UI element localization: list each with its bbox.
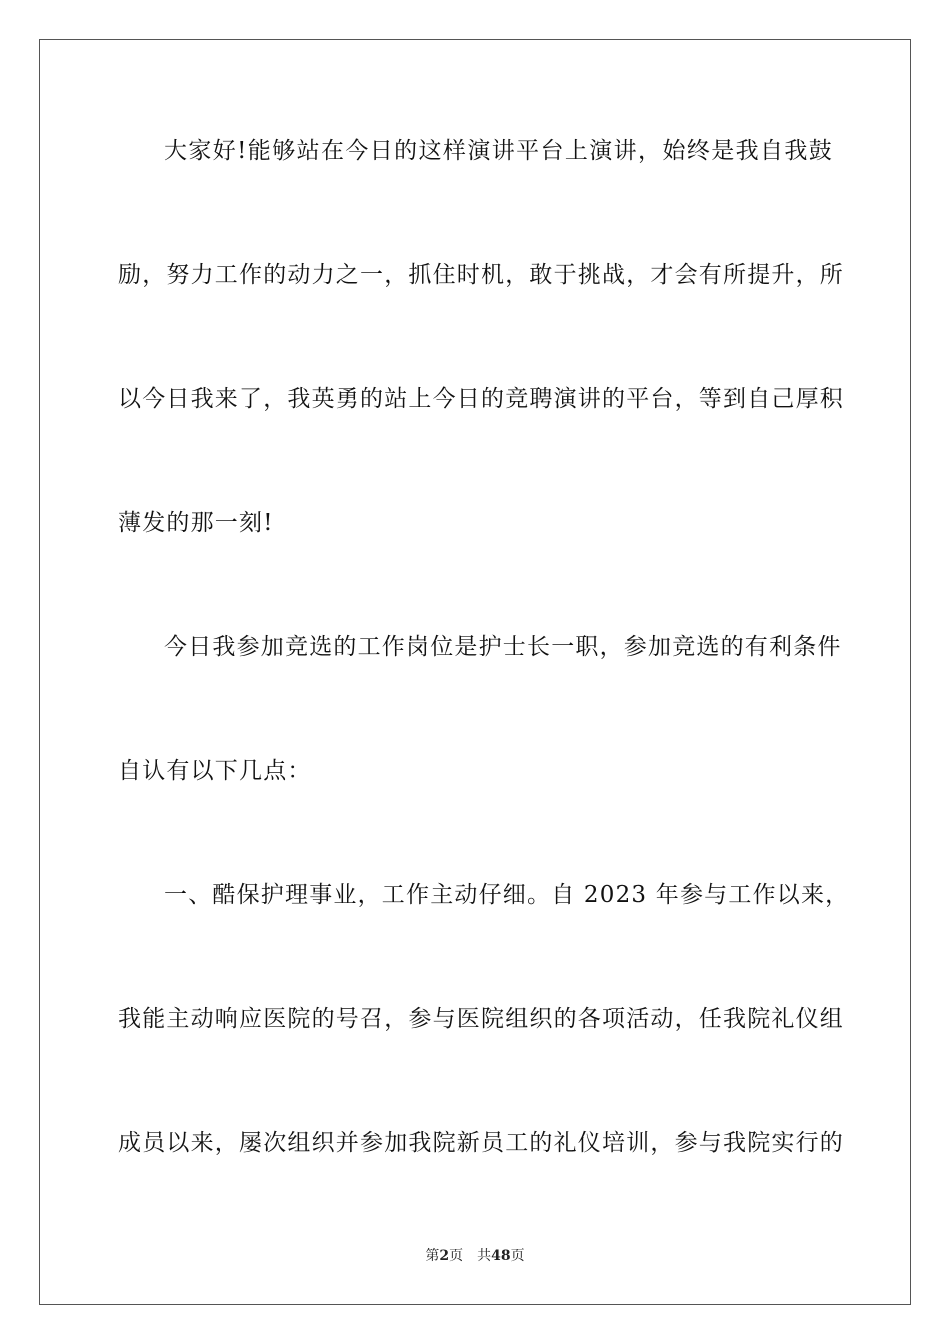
body-line-3: 以今日我来了，我英勇的站上今日的竞聘演讲的平台，等到自己厚积 bbox=[118, 386, 844, 412]
footer-total-suffix: 页 bbox=[510, 1248, 525, 1264]
page-border bbox=[39, 39, 911, 1305]
body-line-9: 成员以来，屡次组织并参加我院新员工的礼仪培训，参与我院实行的 bbox=[118, 1130, 844, 1156]
body-line-4: 薄发的那一刻! bbox=[118, 510, 274, 536]
page-footer bbox=[0, 1247, 950, 1265]
body-line-8: 我能主动响应医院的号召，参与医院组织的各项活动，任我院礼仪组 bbox=[118, 1006, 844, 1032]
footer-page-suffix: 页 bbox=[449, 1248, 464, 1264]
footer-page-prefix: 第 bbox=[425, 1248, 440, 1264]
body-line-1: 大家好!能够站在今日的这样演讲平台上演讲，始终是我自我鼓 bbox=[164, 138, 833, 164]
body-line-7: 一、酷保护理事业，工作主动仔细。自 2023 年参与工作以来， bbox=[164, 882, 850, 908]
footer-total-prefix: 共 bbox=[477, 1248, 492, 1264]
footer-total-pages: 48 bbox=[491, 1248, 511, 1264]
body-line-6: 自认有以下几点： bbox=[118, 758, 312, 784]
body-line-2: 励，努力工作的动力之一，抓住时机，敢于挑战，才会有所提升，所 bbox=[118, 262, 844, 288]
body-line-5: 今日我参加竞选的工作岗位是护士长一职，参加竞选的有利条件 bbox=[164, 634, 842, 660]
footer-page-number: 2 bbox=[439, 1248, 450, 1264]
